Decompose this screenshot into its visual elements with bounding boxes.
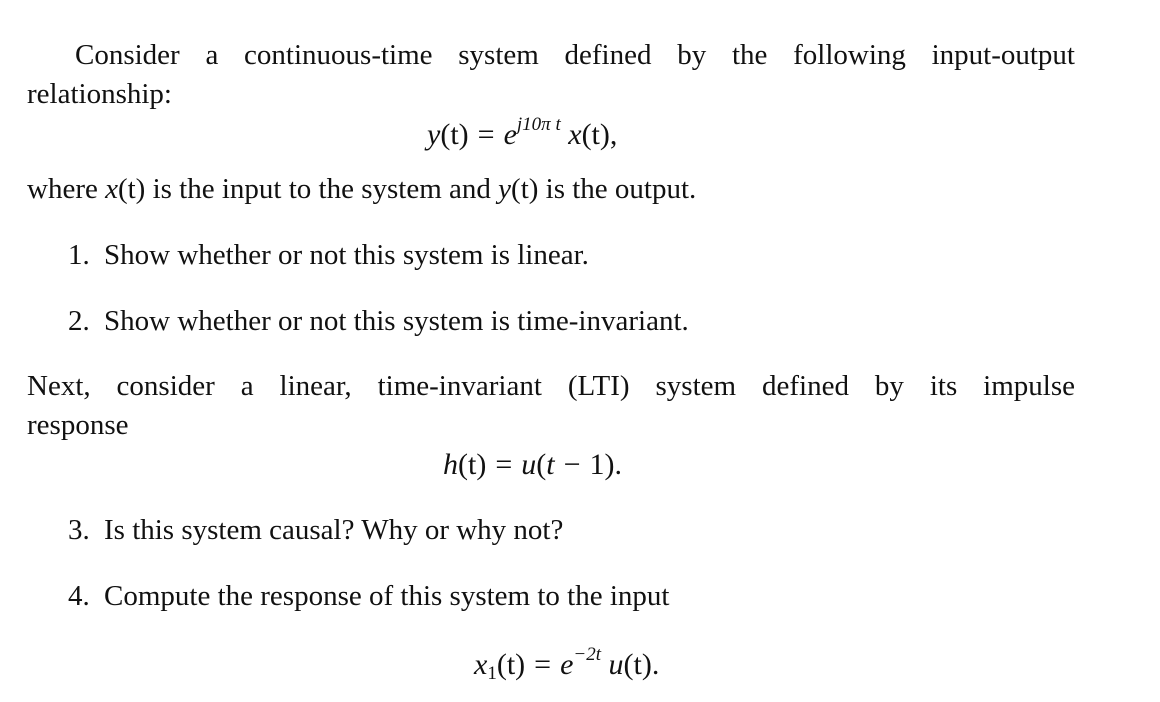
eq3-exponent: −2t [573, 644, 602, 665]
where-part-1: where [27, 173, 98, 205]
eq2-lhs: h [443, 448, 458, 481]
eq2-minus: − [563, 448, 581, 481]
eq3-func: u [608, 648, 624, 681]
where-var-1: x [105, 173, 118, 205]
eq2-equals: = [495, 448, 513, 481]
eq2-open: ( [536, 448, 547, 481]
eq2-arg: (t) [458, 448, 487, 481]
eq3-arg: (t) [496, 648, 526, 681]
eq1-lhs: y [427, 118, 441, 151]
eq1-factor: x [568, 118, 582, 151]
eq3-equals: = [534, 648, 552, 681]
equation-2 [443, 450, 622, 480]
question-item [68, 241, 589, 270]
eq1-exponent: j10π t [516, 114, 561, 135]
where-part-3: is the output. [545, 173, 697, 205]
question-text: Show whether or not this system is linear. [104, 239, 589, 271]
eq1-arg: (t) [440, 118, 469, 151]
question-item [68, 307, 689, 336]
next-paragraph-line-1: Next, consider a linear, time-invariant (LTI) system defined by its impulse [27, 370, 1075, 402]
eq2-const: 1 [589, 448, 605, 481]
eq3-base: e [560, 648, 574, 681]
eq2-close: ). [604, 448, 623, 481]
eq1-factor-arg: (t) [581, 118, 610, 151]
equation-1 [427, 114, 618, 151]
eq1-trail: , [609, 118, 618, 151]
question-item [68, 516, 563, 545]
eq2-func: u [521, 448, 537, 481]
eq2-full-text [0, 0, 1, 1]
next-paragraph-line-2: response [27, 409, 129, 441]
question-text: Show whether or not this system is time-invariant. [104, 305, 689, 337]
equation-3 [474, 644, 660, 684]
where-part-2: is the input to the system and [152, 173, 491, 205]
intro-line-1: Consider a continuous-time system defined by the following input-output [75, 39, 1075, 71]
question-number: 1. [68, 239, 90, 271]
eq3-func-arg: (t). [623, 648, 660, 681]
question-item [68, 582, 669, 611]
where-arg-1: (t) [117, 173, 146, 205]
eq2-var: t [546, 448, 555, 481]
where-sentence [27, 175, 696, 204]
question-number: 3. [68, 514, 90, 546]
where-var-2: y [498, 173, 512, 205]
eq1-base: e [503, 118, 517, 151]
question-number: 2. [68, 305, 90, 337]
question-text: Compute the response of this system to the input [104, 580, 670, 612]
eq3-lhs: x [474, 648, 488, 681]
question-text: Is this system causal? Why or why not? [104, 514, 564, 546]
eq3-subscript: 1 [487, 663, 497, 684]
intro-line-2: relationship: [27, 78, 172, 110]
question-number: 4. [68, 580, 90, 612]
where-arg-2: (t) [511, 173, 539, 205]
eq1-equals: = [477, 118, 495, 151]
